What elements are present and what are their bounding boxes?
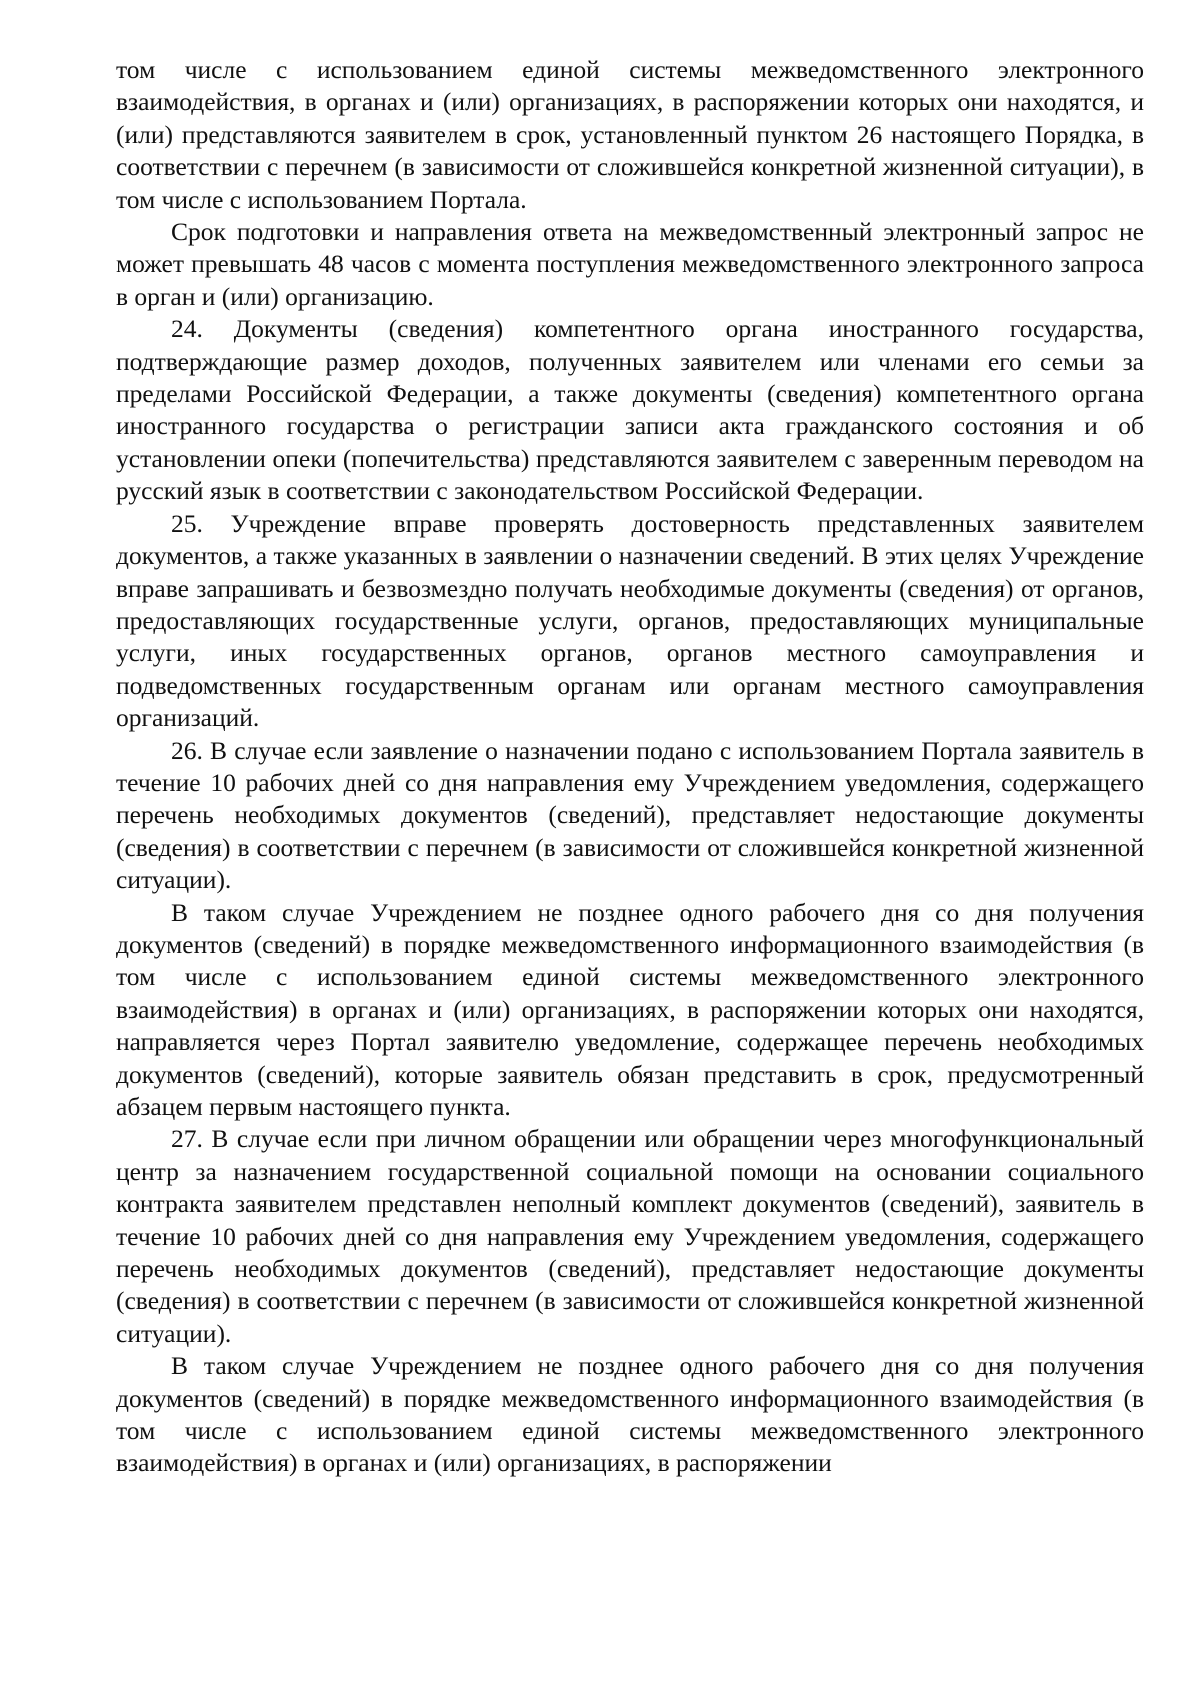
paragraph-response-deadline: Срок подготовки и направления ответа на межведомственный электронный запрос не может превышать 48 часов с момента поступления межведомственного электронного запроса в орган и (или) организацию.	[116, 217, 1144, 311]
paragraph-item-26: 26. В случае если заявление о назначении подано с использованием Портала заявитель в течение 10 рабочих дней со дня направления ему Учреждением уведомления, содержащего перечень необходимых документов (сведений), представляет недостающие документы (сведения) в соответствии с перечнем (в зависимости от сложившейся конкретной жизненной ситуации).	[116, 735, 1144, 895]
paragraph-item-25: 25. Учреждение вправе проверять достоверность представленных заявителем документов, а также указанных в заявлении о назначении сведений. В этих целях Учреждение вправе запрашивать и безвозмездно получать необходимые документы (сведения) от органов, предоставляющих государственные услуги, органов, предоставляющих муниципальные услуги, иных государственных органов, органов местного самоуправления и подведомственных государственным органам или органам местного самоуправления организаций.	[116, 508, 1144, 733]
paragraph-continuation: том числе с использованием единой системы межведомственного электронного взаимодействия, в органах и (или) организациях, в распоряжении которых они находятся, и (или) представляются заявителем в срок, установленный пунктом 26 настоящего Порядка, в соответствии с перечнем (в зависимости от сложившейся конкретной жизненной ситуации), в том числе с использованием Портала.	[116, 55, 1144, 214]
paragraph-item-26-notice: В таком случае Учреждением не позднее одного рабочего дня со дня получения документов (сведений) в порядке межведомственного информационного взаимодействия (в том числе с использованием единой системы межведомственного электронного взаимодействия) в органах и (или) организациях, в распоряжении которых они находятся, направляется через Портал заявителю уведомление, содержащее перечень необходимых документов (сведений), которые заявитель обязан представить в срок, предусмотренный абзацем первым настоящего пункта.	[116, 897, 1144, 1121]
document-page	[116, 54, 1144, 1480]
paragraph-item-24: 24. Документы (сведения) компетентного органа иностранного государства, подтверждающие размер доходов, полученных заявителем или членами его семьи за пределами Российской Федерации, а также документы (сведения) компетентного органа иностранного государства о регистрации записи акта гражданского состояния и об установлении опеки (попечительства) представляются заявителем с заверенным переводом на русский язык в соответствии с законодательством Российской Федерации.	[116, 314, 1144, 506]
paragraph-item-27-notice: В таком случае Учреждением не позднее одного рабочего дня со дня получения документов (сведений) в порядке межведомственного информационного взаимодействия (в том числе с использованием единой системы межведомственного электронного взаимодействия) в органах и (или) организациях, в распоряжении	[116, 1351, 1144, 1478]
paragraph-item-27: 27. В случае если при личном обращении или обращении через многофункциональный центр за назначением государственной социальной помощи на основании социального контракта заявителем представлен неполный комплект документов (сведений), заявитель в течение 10 рабочих дней со дня направления ему Учреждением уведомления, содержащего перечень необходимых документов (сведений), представляет недостающие документы (сведения) в соответствии с перечнем (в зависимости от сложившейся конкретной жизненной ситуации).	[116, 1124, 1144, 1348]
